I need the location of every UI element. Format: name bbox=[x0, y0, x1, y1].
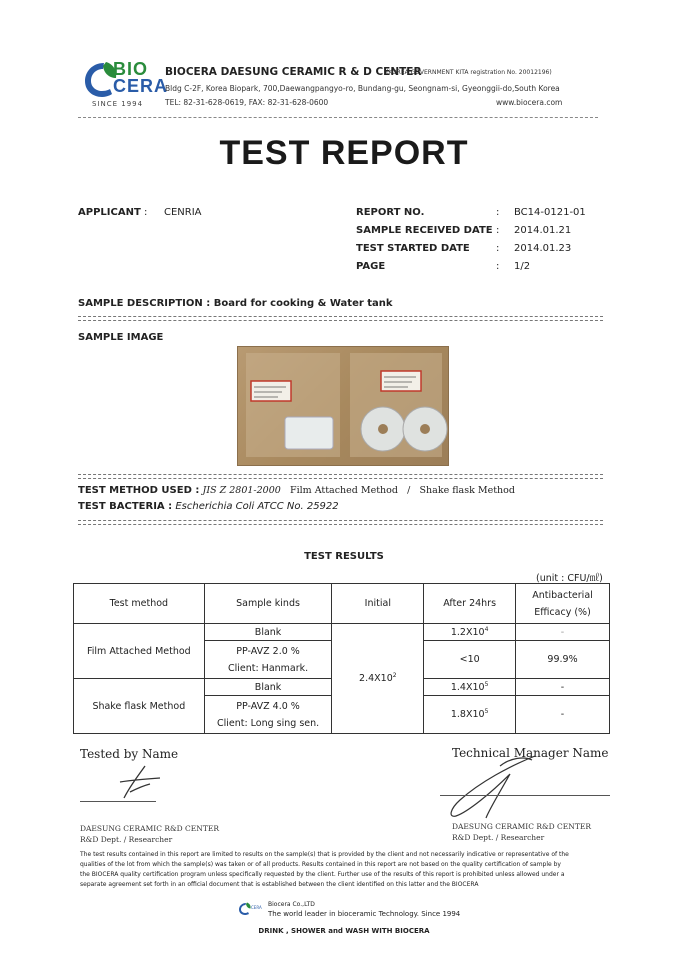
eff-sample: - bbox=[516, 696, 610, 734]
disclaimer: The test results contained in this report are limited to results on the sample(s) that is provided by the client and not necessarily indicative or representative of the qualities of the lot from which the sample(s) was taken or of all products. Results contained in this report are not based on the quality certification of sample by the BIOCERA quality certification program unless specifically requested by the client. Further use of the results of this report is prohibited unless allowed under a separate agreement set forth in an official document that is established between the client identified on this latter and the BIOCERA bbox=[80, 851, 569, 888]
applicant-colon: : bbox=[144, 207, 148, 218]
eff-blank: - bbox=[516, 624, 610, 641]
test-method-standard: JIS Z 2801-2000 bbox=[202, 485, 281, 496]
sample-blank: Blank bbox=[204, 624, 332, 641]
sample-pp-avz: PP-AVZ 4.0 % Client: Long sing sen. bbox=[204, 696, 332, 734]
org-address: Bldg C-2F, Korea Biopark, 700,Daewangpangyo-ro, Bundang-gu, Seongnam-si, Gyeonggii-do,South Korea bbox=[165, 84, 560, 93]
header-efficacy: Antibacterial Efficacy (%) bbox=[516, 584, 610, 624]
test-bacteria-value: Escherichia Coli ATCC No. 25922 bbox=[175, 501, 339, 512]
applicant-label: APPLICANT bbox=[78, 207, 141, 218]
footer-company: Biocera Co.,LTD bbox=[268, 901, 315, 908]
section-divider bbox=[78, 520, 603, 525]
org-website: www.biocera.com bbox=[496, 98, 563, 107]
org-tel-fax: TEL: 82-31-628-0619, FAX: 82-31-628-0600 bbox=[165, 98, 329, 107]
eff-blank: - bbox=[516, 679, 610, 696]
received-date-label: SAMPLE RECEIVED DATE bbox=[356, 225, 493, 236]
after-blank: $1.4X10^5$ bbox=[424, 679, 516, 696]
header-initial: Initial bbox=[332, 584, 424, 624]
page-label: PAGE bbox=[356, 261, 386, 272]
started-date-colon: : bbox=[496, 243, 500, 254]
started-date-label: TEST STARTED DATE bbox=[356, 243, 470, 254]
right-org: DAESUNG CERAMIC R&D CENTER bbox=[452, 822, 591, 831]
method-film: Film Attached Method bbox=[74, 624, 205, 679]
after-blank: $1.2X10^4$ bbox=[424, 624, 516, 641]
report-no-label: REPORT NO. bbox=[356, 207, 425, 218]
sample-photo bbox=[237, 346, 449, 466]
page-value: 1/2 bbox=[514, 261, 531, 272]
report-no-colon: : bbox=[496, 207, 500, 218]
footer-logo-text: CERA bbox=[251, 905, 262, 910]
header-after-24hrs: After 24hrs bbox=[424, 584, 516, 624]
left-dept: R&D Dept. / Researcher bbox=[80, 835, 173, 844]
applicant-value: CENRIA bbox=[164, 207, 202, 218]
received-date-colon: : bbox=[496, 225, 500, 236]
sample-description-value: Board for cooking & Water tank bbox=[213, 298, 393, 309]
results-table bbox=[73, 583, 610, 734]
test-bacteria bbox=[78, 501, 339, 512]
footer-slogan: DRINK , SHOWER and WASH WITH BIOCERA bbox=[258, 927, 430, 935]
test-bacteria-label: TEST BACTERIA : bbox=[78, 501, 173, 512]
tester-signature-line bbox=[80, 801, 156, 802]
sample-description bbox=[78, 298, 393, 309]
sample-image-label: SAMPLE IMAGE bbox=[78, 332, 164, 343]
registration-number: (KOREA GOVERNMENT KITA registration No. 20012196) bbox=[386, 69, 552, 76]
tested-by-label: Tested by Name bbox=[80, 747, 179, 761]
left-org: DAESUNG CERAMIC R&D CENTER bbox=[80, 824, 219, 833]
test-method-film: Film Attached Method bbox=[290, 485, 398, 496]
results-title: TEST RESULTS bbox=[304, 551, 384, 562]
tech-manager-label: Technical Manager Name bbox=[452, 746, 609, 760]
header-test-method: Test method bbox=[74, 584, 205, 624]
logo-text-bio: BIO bbox=[113, 59, 149, 79]
method-shake: Shake flask Method bbox=[74, 679, 205, 734]
after-sample: $1.8X10^5$ bbox=[424, 696, 516, 734]
footer-tagline: The world leader in bioceramic Technology. Since 1994 bbox=[268, 910, 461, 918]
test-method-label: TEST METHOD USED : bbox=[78, 485, 200, 496]
manager-signature bbox=[440, 752, 560, 824]
org-name: BIOCERA DAESUNG CERAMIC R & D CENTER bbox=[165, 66, 422, 78]
report-title: TEST REPORT bbox=[219, 134, 469, 172]
test-method-shake: Shake flask Method bbox=[419, 485, 515, 496]
eff-sample: 99.9% bbox=[516, 641, 610, 679]
sample-pp-avz: PP-AVZ 2.0 % Client: Hanmark. bbox=[204, 641, 332, 679]
results-unit: (unit : CFU/㎖) bbox=[536, 573, 603, 584]
section-divider bbox=[78, 316, 603, 321]
footer-logo-icon bbox=[238, 902, 252, 916]
received-date-value: 2014.01.21 bbox=[514, 225, 572, 236]
started-date-value: 2014.01.23 bbox=[514, 243, 572, 254]
manager-signature-line bbox=[440, 795, 610, 796]
header-divider bbox=[78, 117, 598, 118]
right-dept: R&D Dept. / Researcher bbox=[452, 833, 545, 842]
report-no-value: BC14-0121-01 bbox=[514, 207, 586, 218]
test-method-separator: / bbox=[407, 485, 411, 496]
logo-since: SINCE 1994 bbox=[92, 100, 144, 108]
sample-photo-drawing bbox=[238, 347, 448, 465]
page-colon: : bbox=[496, 261, 500, 272]
sample-description-label: SAMPLE DESCRIPTION : bbox=[78, 298, 211, 309]
initial-value: $2.4X10^2$ bbox=[332, 624, 424, 734]
tester-signature bbox=[80, 762, 190, 804]
table-row bbox=[74, 624, 610, 641]
logo-text-cera: CERA bbox=[113, 76, 169, 96]
test-method bbox=[78, 485, 515, 496]
table-header-row bbox=[74, 584, 610, 624]
header-sample-kinds: Sample kinds bbox=[204, 584, 332, 624]
sample-blank: Blank bbox=[204, 679, 332, 696]
after-sample: <10 bbox=[424, 641, 516, 679]
section-divider bbox=[78, 474, 603, 479]
